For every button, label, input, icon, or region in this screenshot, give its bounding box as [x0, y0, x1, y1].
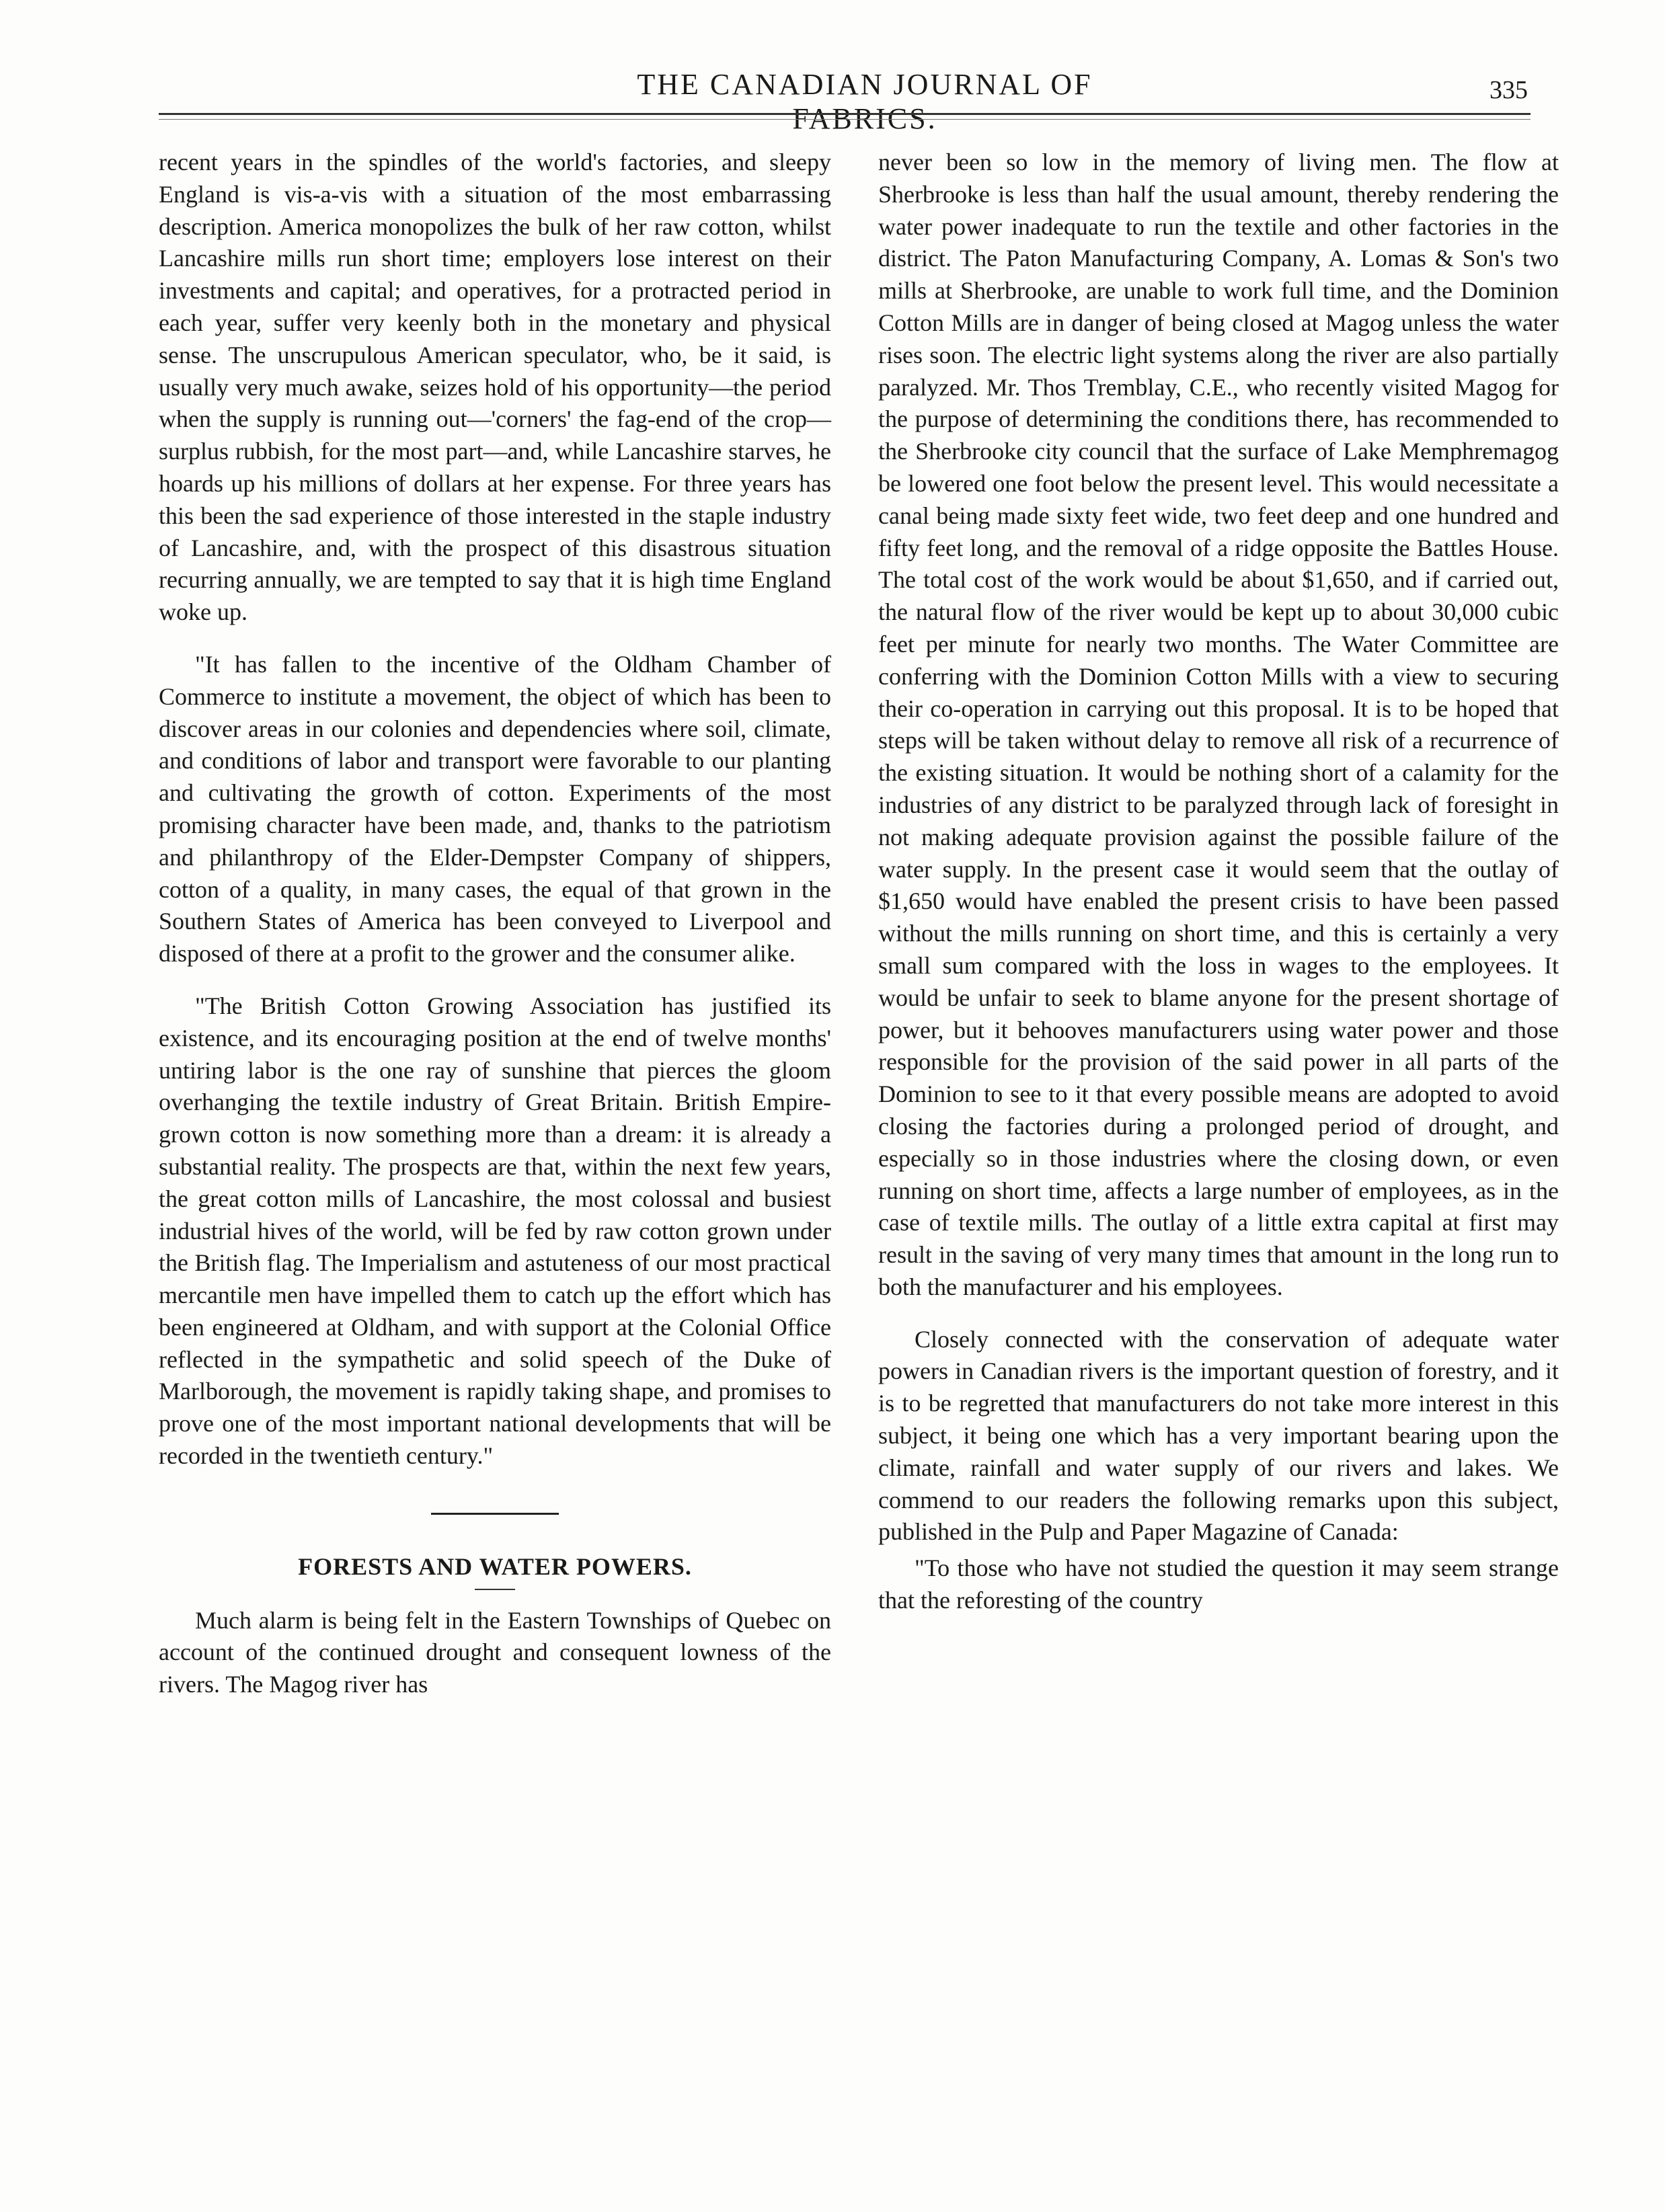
- page-header: [159, 67, 1544, 135]
- page-number: 335: [1489, 76, 1528, 104]
- paragraph: "To those who have not studied the question it may seem strange that the reforesting of the country: [878, 1554, 1559, 1614]
- left-column: [159, 147, 831, 1701]
- paragraph: "It has fallen to the incentive of the Oldham Chamber of Commerce to institute a movement, the object of which has been to discover areas in our colonies and dependencies where soil, climate, and conditions of labor and transport were favorable to our planting and cultivating the growth of cotton. Experiments of the most promising character have been made, and, thanks to the patriotism and philanthropy of the Elder-Dempster Company of shippers, cotton of a quality, in many cases, the equal of that grown in the Southern States of America has been conveyed to Liverpool and disposed of there at a profit to the grower and the consumer alike.: [159, 650, 831, 967]
- section-heading: FORESTS AND WATER POWERS.: [298, 1552, 692, 1580]
- paragraph: "The British Cotton Growing Association has justified its existence, and its encouraging position at the end of twelve months' untiring labor is the one ray of sunshine that pierces the gloom overhanging the textile industry of Great Britain. British Empire-grown cotton is now something more than a dream: it is already a substantial reality. The prospects are that, within the next few years, the great cotton mills of Lancashire, the most colossal and busiest industrial hives of the world, will be fed by raw cotton grown under the British flag. The Imperialism and astuteness of our most practical mercantile men have impelled them to catch up the effort which has been engineered at Oldham, and with support at the Colonial Office reflected in the sympathetic and solid speech of the Duke of Marlborough, the movement is rapidly taking shape, and promises to prove one of the most important national developments that will be recorded in the twentieth century.": [159, 992, 831, 1470]
- heading-dash: [475, 1589, 515, 1590]
- paragraph: never been so low in the memory of living men. The flow at Sherbrooke is less than half the usual amount, thereby rendering the water power inadequate to run the textile and other factories in the district. The Paton Manufacturing Company, A. Lomas & Son's two mills at Sherbrooke, are unable to work full time, and the Dominion Cotton Mills are in danger of being closed at Magog unless the water rises soon. The electric light systems along the river are also partially paralyzed. Mr. Thos Tremblay, C.E., who recently visited Magog for the purpose of determining the conditions there, has recommended to the Sherbrooke city council that the surface of Lake Memphremagog be lowered one foot below the present level. This would necessitate a canal being made sixty feet wide, two feet deep and one hundred and fifty feet long, and the removal of a ridge opposite the Battles House. The total cost of the work would be about $1,650, and if carried out, the natural flow of the river would be kept up to about 30,000 cubic feet per minute for nearly two months. The Water Committee are conferring with the Dominion Cotton Mills with a view to securing their co-operation in carrying out this proposal. It is to be hoped that steps will be taken without delay to remove all risk of a recurrence of the existing situation. It would be nothing short of a calamity for the industries of any district to be paralyzed through lack of foresight in not making adequate provision against the possible failure of the water supply. In the present case it would seem that the outlay of $1,650 would have enabled the present crisis to have been passed without the mills running on short time, and this is certainly a very small sum compared with the loss in wages to the employees. It would be unfair to seek to blame anyone for the present shortage of power, but it behooves manufacturers using water power and those responsible for the provision of the said power in all parts of the Dominion to see to it that every possible means are adopted to avoid closing the factories during a prolonged period of drought, and especially so in those industries where the closing down, or even running on short time, affects a large number of employees, as in the case of textile mills. The outlay of a little extra capital at first may result in the saving of very many times that amount in the long run to both the manufacturer and his employees.: [878, 149, 1559, 1300]
- journal-title: THE CANADIAN JOURNAL OF FABRICS.: [637, 68, 1093, 135]
- paragraph: recent years in the spindles of the world's factories, and sleepy England is vis-a-vis with a situation of the most embarrassing description. America monopolizes the bulk of her raw cotton, whilst Lancashire mills run short time; employers lose interest on their investments and capital; and operatives, for a protracted period in each year, suffer very keenly both in the monetary and physical sense. The unscrupulous American speculator, who, be it said, is usually very much awake, seizes hold of his opportunity—the period when the supply is running out—'corners' the fag-end of the crop—surplus rubbish, for the most part—and, while Lancashire starves, he hoards up his millions of dollars at her expense. For three years has this been the sad experience of those interested in the staple industry of Lancashire, and, with the prospect of this disastrous situation recurring annually, we are tempted to say that it is high time England woke up.: [159, 149, 831, 626]
- header-rule: [159, 113, 1531, 120]
- paragraph: Closely connected with the conservation of adequate water powers in Canadian rivers is the important question of forestry, and it is to be regretted that manufacturers do not take more interest in this subject, it being one which has a very important bearing upon the climate, rainfall and water supply of our rivers and lakes. We commend to our readers the following remarks upon this subject, published in the Pulp and Paper Magazine of Canada:: [878, 1325, 1559, 1546]
- section-divider: [431, 1513, 559, 1515]
- right-column: [878, 147, 1559, 1617]
- paragraph: Much alarm is being felt in the Eastern Townships of Quebec on account of the continued drought and consequent lowness of the rivers. The Magog river has: [159, 1606, 831, 1698]
